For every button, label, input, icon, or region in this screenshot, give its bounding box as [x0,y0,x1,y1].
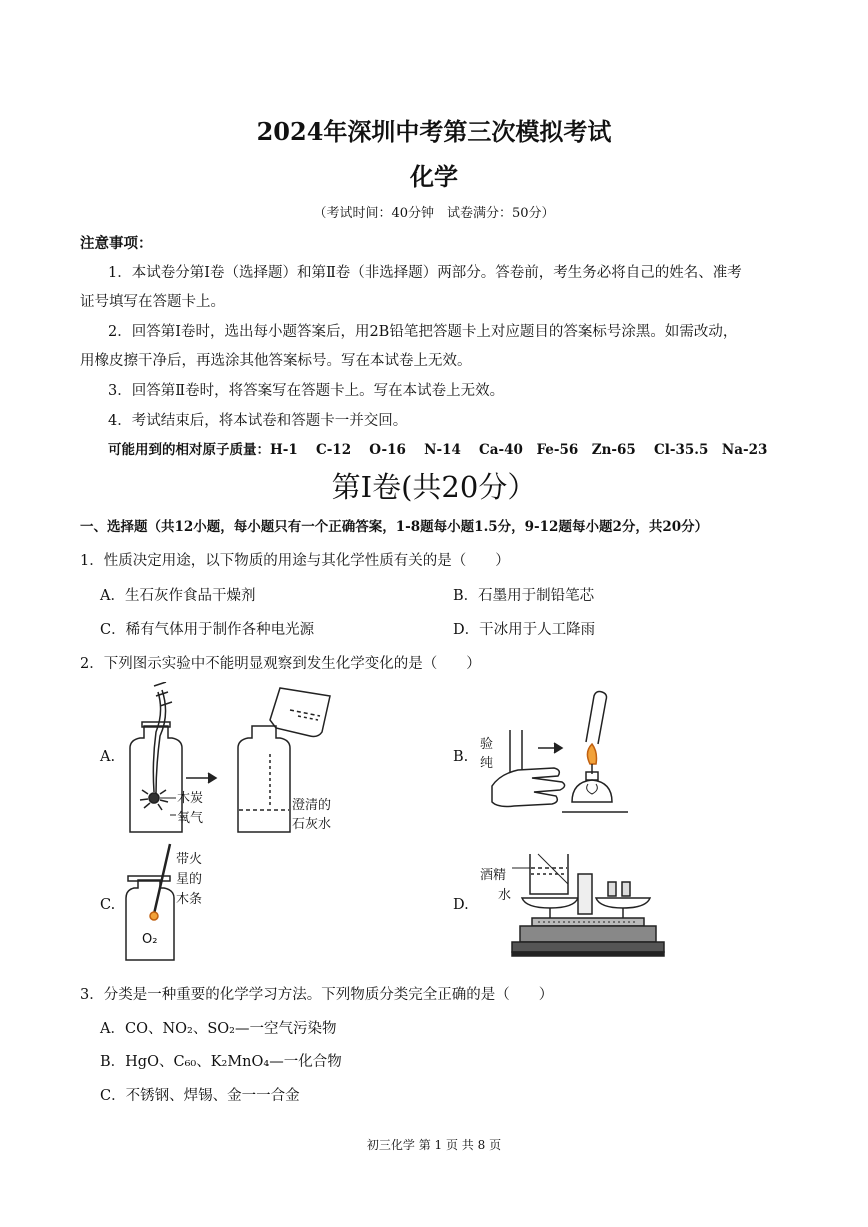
subject-title: 化学 [410,162,458,191]
figure-b-purity-test [488,690,638,820]
q3-stem: 3．分类是一种重要的化学学习方法。下列物质分类完全正确的是（ ） [80,987,554,1003]
figure-d-balance [508,848,668,958]
notice-item-2b: 用橡皮擦干净后，再选涂其他答案标号。写在本试卷上无效。 [80,353,472,369]
fig-b-label-yan: 验 [480,737,494,752]
fig-d-label-2: 水 [498,888,512,903]
q2-label-a: A. [100,749,116,765]
fig-c-label-3: 木条 [176,892,203,907]
q3-option-b: B．HgO、C₆₀、K₂MnO₄—一化合物 [100,1054,342,1070]
q1-option-d: D．干冰用于人工降雨 [453,622,596,638]
page-footer: 初三化学 第 1 页 共 8 页 [366,1138,502,1152]
notice-item-1b: 证号填写在答题卡上。 [80,294,225,310]
q3-option-c: C．不锈钢、焊锡、金一一合金 [100,1088,300,1104]
notice-item-4: 4．考试结束后，将本试卷和答题卡一并交回。 [108,413,408,429]
figure-c-splint-oxygen [120,842,180,966]
fig-a-limewater-label-2: 石灰水 [292,817,332,832]
fig-a-limewater-label-1: 澄清的 [292,798,332,813]
q2-label-c: C. [100,897,116,913]
fig-d-label-1: 酒精 [480,868,507,883]
q1-option-b: B．石墨用于制铅笔芯 [453,588,595,604]
notice-heading: 注意事项： [80,235,153,252]
q3-option-a: A．CO、NO₂、SO₂—一空气污染物 [100,1021,337,1037]
fig-c-label-1: 带火 [176,852,203,867]
exam-title: 2024年深圳中考第三次模拟考试 [256,117,612,146]
fig-a-charcoal-label: 木炭 [177,791,204,806]
q2-stem: 2．下列图示实验中不能明显观察到发生化学变化的是（ ） [80,656,481,672]
q1-option-c: C．稀有气体用于制作各种电光源 [100,622,315,638]
notice-item-1a: 1．本试卷分第Ⅰ卷（选择题）和第Ⅱ卷（非选择题）两部分。答卷前，考生务必将自己的姓名、准考 [108,265,742,281]
section-heading: 一、选择题（共12小题，每小题只有一个正确答案，1-8题每小题1.5分，9-12题每小题2分，共20分） [80,519,709,535]
fig-b-label-chun: 纯 [480,756,494,771]
q2-label-d: D. [453,897,469,913]
q1-option-a: A．生石灰作食品干燥剂 [100,588,256,604]
notice-item-2a: 2．回答第Ⅰ卷时，选出每小题答案后，用2B铅笔把答题卡上对应题目的答案标号涂黑。如需改动， [108,324,738,340]
fig-c-label-2: 星的 [176,872,203,887]
notice-item-3: 3．回答第Ⅱ卷时，将答案写在答题卡上。写在本试卷上无效。 [108,383,505,399]
fig-c-o2-label: O₂ [142,932,158,947]
exam-meta: （考试时间：40分钟 试卷满分：50分） [313,206,555,221]
figure-a-charcoal-oxygen [120,682,380,840]
q2-label-b: B. [453,749,469,765]
atomic-masses: 可能用到的相对原子质量：H-1 C-12 O-16 N-14 Ca-40 Fe-56 Zn-65 Cl-35.5 Na-23 [108,442,768,458]
part1-title: 第Ⅰ卷(共20分） [331,470,537,504]
q1-stem: 1．性质决定用途，以下物质的用途与其化学性质有关的是（ ） [80,553,510,569]
fig-a-oxygen-label: 氧气 [177,811,204,826]
